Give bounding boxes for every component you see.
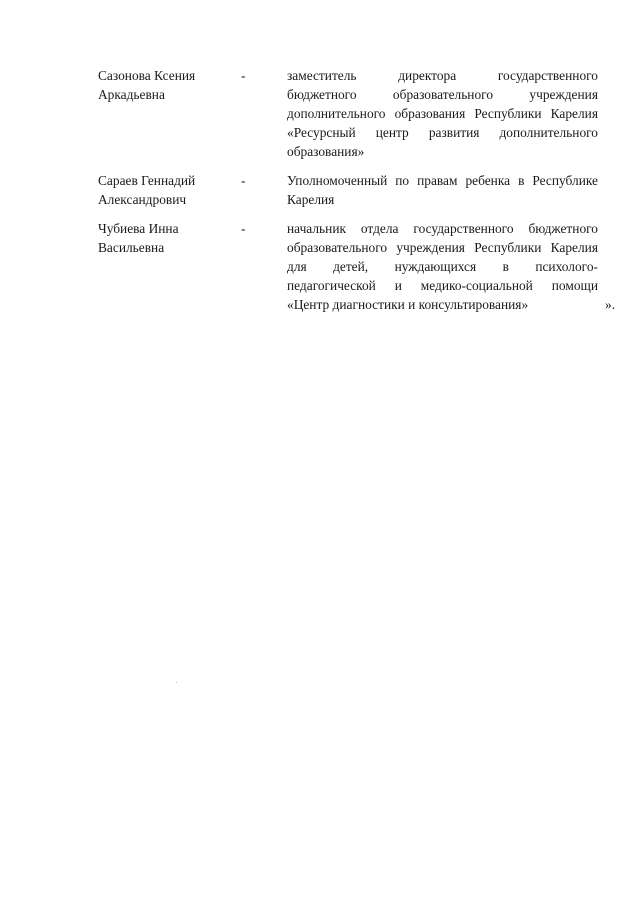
scan-speck [176,682,177,683]
member-name [98,171,238,209]
member-name-line: Аркадьевна [98,87,165,102]
position-line: «Центр диагностики и консультирования» [287,297,529,312]
separator-dash: - [241,221,246,236]
member-name [98,219,238,257]
member-position [287,66,598,161]
position-line: бюджетного образовательного учреждения [287,87,598,102]
position-line: образовательного учреждения Республики Карелия [287,240,598,255]
member-name-line: Васильевна [98,240,165,255]
position-line: начальник отдела государственного бюджетного [287,221,598,236]
position-line: Уполномоченный по правам ребенка в Республике [287,173,598,188]
position-line: образования» [287,144,365,159]
position-line: «Ресурсный центр развития дополнительного [287,125,598,140]
member-name-line: Сараев Геннадий [98,173,196,188]
separator-dash: - [241,173,246,188]
position-line: педагогической и медико-социальной помощи [287,278,598,293]
member-name-line: Чубиева Инна [98,221,179,236]
member-name-line: Сазонова Ксения [98,68,196,83]
position-line: для детей, нуждающихся в психолого- [287,259,598,274]
member-position [287,171,598,209]
position-line: заместитель директора государственного [287,68,598,83]
closing-quote-mark: ». [605,297,616,312]
member-name [98,66,238,104]
position-line: дополнительного образования Республики Карелия [287,106,598,121]
member-name-line: Александрович [98,192,187,207]
separator-dash: - [241,68,246,83]
member-position [287,219,598,314]
position-line: Карелия [287,192,335,207]
